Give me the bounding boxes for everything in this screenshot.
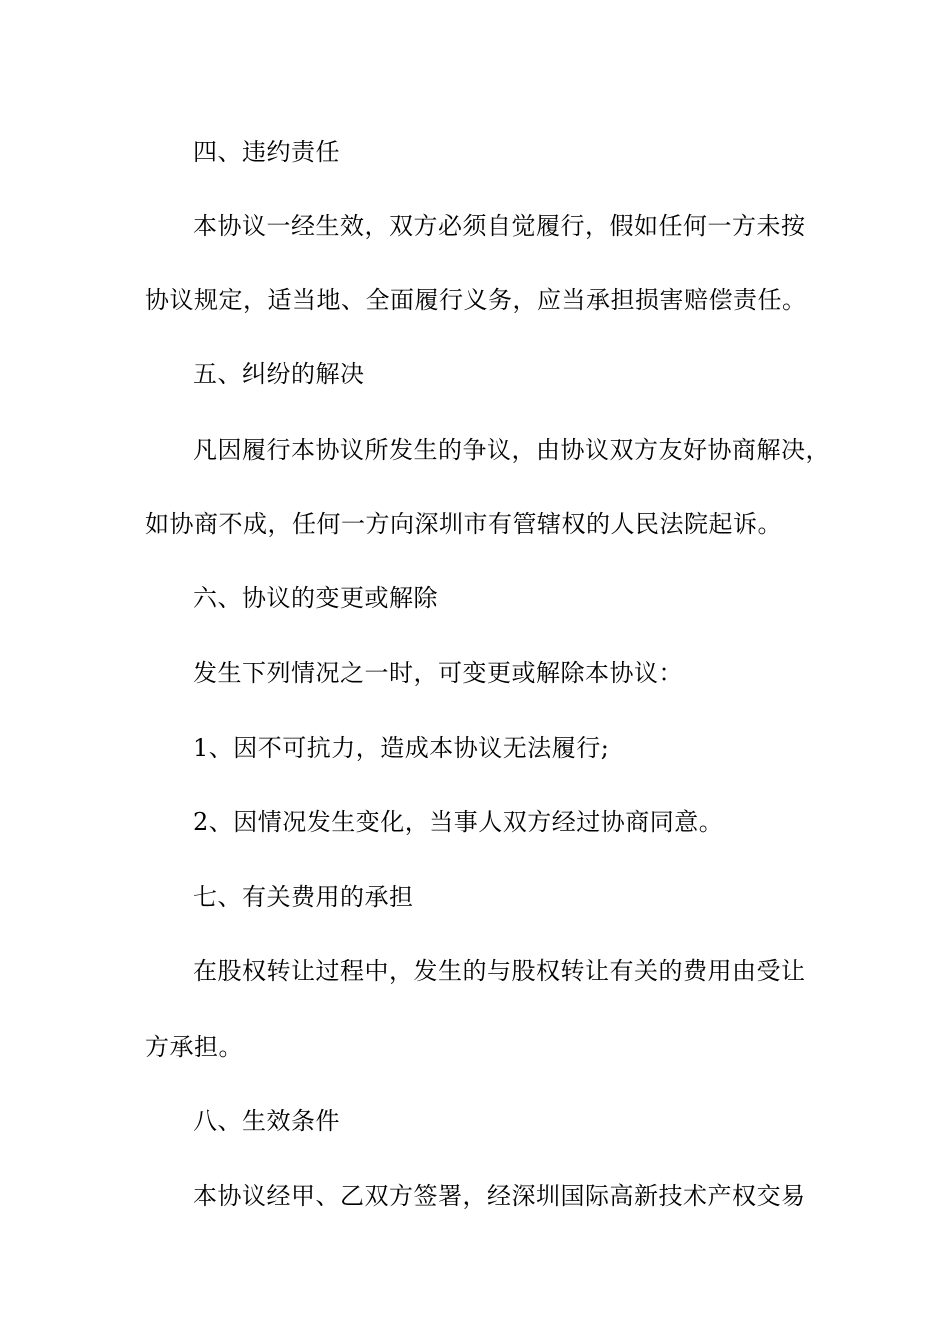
heading-effective-conditions: 八、生效条件 — [193, 1107, 340, 1135]
list-item: 2、因情况发生变化，当事人双方经过协商同意。 — [193, 808, 724, 836]
paragraph-line: 本协议经甲、乙双方签署，经深圳国际高新技术产权交易 — [193, 1182, 806, 1210]
paragraph-line: 发生下列情况之一时，可变更或解除本协议： — [193, 659, 683, 687]
paragraph-line: 如协商不成，任何一方向深圳市有管辖权的人民法院起诉。 — [145, 510, 782, 538]
paragraph-line: 在股权转让过程中，发生的与股权转让有关的费用由受让 — [193, 957, 806, 985]
paragraph-line: 方承担。 — [145, 1033, 243, 1061]
paragraph-line: 协议规定，适当地、全面履行义务，应当承担损害赔偿责任。 — [145, 286, 807, 314]
paragraph-line: 凡因履行本协议所发生的争议，由协议双方友好协商解决， — [193, 436, 830, 464]
list-item: 1、因不可抗力，造成本协议无法履行; — [193, 734, 610, 762]
paragraph-line: 本协议一经生效，双方必须自觉履行，假如任何一方未按 — [193, 212, 806, 240]
heading-dispute-resolution: 五、纠纷的解决 — [193, 360, 365, 388]
heading-breach-liability: 四、违约责任 — [193, 138, 340, 166]
heading-change-or-termination: 六、协议的变更或解除 — [193, 584, 438, 612]
heading-fee-bearing: 七、有关费用的承担 — [193, 883, 414, 911]
